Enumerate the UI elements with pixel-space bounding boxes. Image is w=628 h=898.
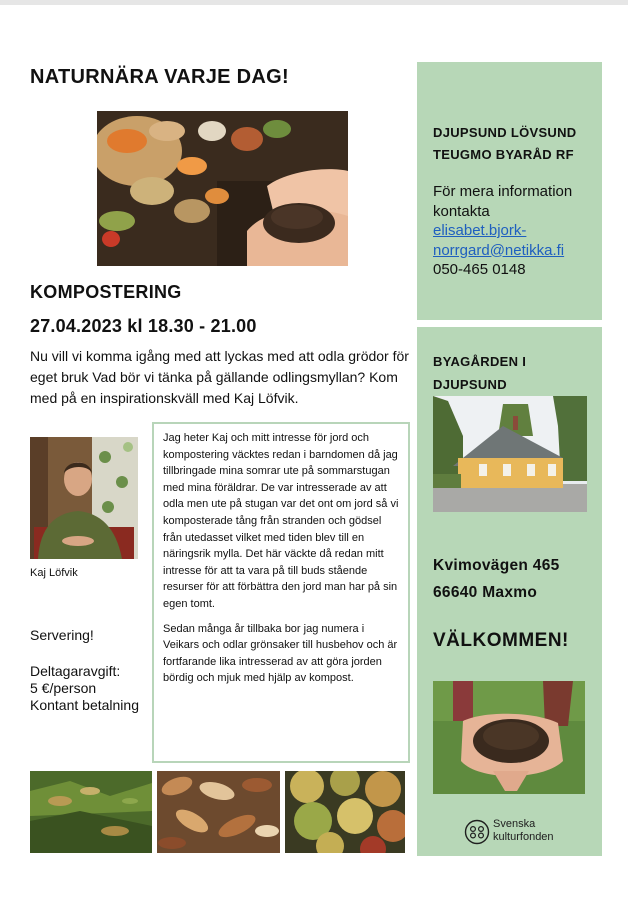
organizer-line-1: DJUPSUND LÖVSUND bbox=[433, 125, 577, 140]
organizer-line-2: TEUGMO BYARÅD RF bbox=[433, 147, 574, 162]
kulturfonden-logo-icon bbox=[464, 819, 490, 845]
welcome-text: VÄLKOMMEN! bbox=[433, 630, 569, 651]
bio-paragraph-1: Jag heter Kaj och mitt intresse för jord och kompostering väcktes redan i barndomen då jag tillbringade mina somrar ute på sommarstugan med mina föräldrar. De var intresserade av att odla men ute på stugan var det ont om jord så vi komposterade tång från stranden och gödsel från utedasset vilket med tiden blev till en näringsrik mylla. Det här väckte då redan mitt intresse för att ta vara på till buds stående resurser för att förbättra den jord man har på sin egen tomt. bbox=[163, 432, 399, 610]
apples-photo bbox=[285, 771, 405, 853]
email-line-2[interactable]: norrgard@netikka.fi bbox=[433, 241, 565, 259]
contact-info bbox=[433, 182, 603, 280]
fee-price: 5 €/person bbox=[30, 680, 97, 696]
fee-label: Deltagaravgift: bbox=[30, 663, 121, 679]
sponsor-line-2: kulturfonden bbox=[493, 830, 554, 843]
bio-paragraph-2: Sedan många år tillbaka bor jag numera i Veikars och odlar grönsaker till husbehov och är fortfarande lika intresserad av att göra jorden bördig och mjuk med hjälp av kompost. bbox=[163, 622, 398, 685]
contact-text: För mera information kontakta bbox=[433, 183, 573, 220]
autumn-leaves-photo bbox=[157, 771, 280, 853]
speaker-caption: Kaj Löfvik bbox=[30, 567, 78, 579]
soil-hands-photo bbox=[433, 681, 585, 794]
page-title: NATURNÄRA VARJE DAG! bbox=[30, 66, 289, 88]
fee-payment: Kontant betalning bbox=[30, 697, 139, 713]
venue-name bbox=[433, 350, 526, 396]
speaker-bio-box bbox=[152, 422, 410, 763]
venue-address bbox=[433, 552, 560, 606]
serving-text: Servering! bbox=[30, 627, 94, 643]
venue-name-line-1: BYAGÅRDEN I bbox=[433, 354, 527, 369]
garden-waste-photo bbox=[30, 771, 152, 853]
venue-street: Kvimovägen 465 bbox=[433, 557, 560, 574]
venue-name-line-2: DJUPSUND bbox=[433, 377, 507, 392]
contact-phone: 050-465 0148 bbox=[433, 261, 526, 278]
venue-postal: 66640 Maxmo bbox=[433, 584, 538, 601]
top-border bbox=[0, 0, 628, 5]
event-datetime: 27.04.2023 kl 18.30 - 21.00 bbox=[30, 316, 257, 336]
compost-hands-photo bbox=[97, 111, 348, 266]
event-name: KOMPOSTERING bbox=[30, 282, 182, 302]
organizer-name bbox=[433, 122, 576, 166]
sponsor-name bbox=[493, 818, 554, 843]
venue-house-photo bbox=[433, 396, 587, 512]
speaker-photo bbox=[30, 437, 138, 559]
email-line-1[interactable]: elisabet.bjork- bbox=[433, 222, 527, 239]
event-intro: Nu vill vi komma igång med att lyckas med att odla grödor för eget bruk Vad bör vi tänka på gällande odlingsmyllan? Kom med på en inspirationskväll med Kaj Löfvik. bbox=[30, 348, 409, 406]
sponsor-line-1: Svenska bbox=[493, 818, 536, 830]
contact-email-link[interactable] bbox=[433, 221, 603, 260]
participation-fee bbox=[30, 663, 155, 714]
